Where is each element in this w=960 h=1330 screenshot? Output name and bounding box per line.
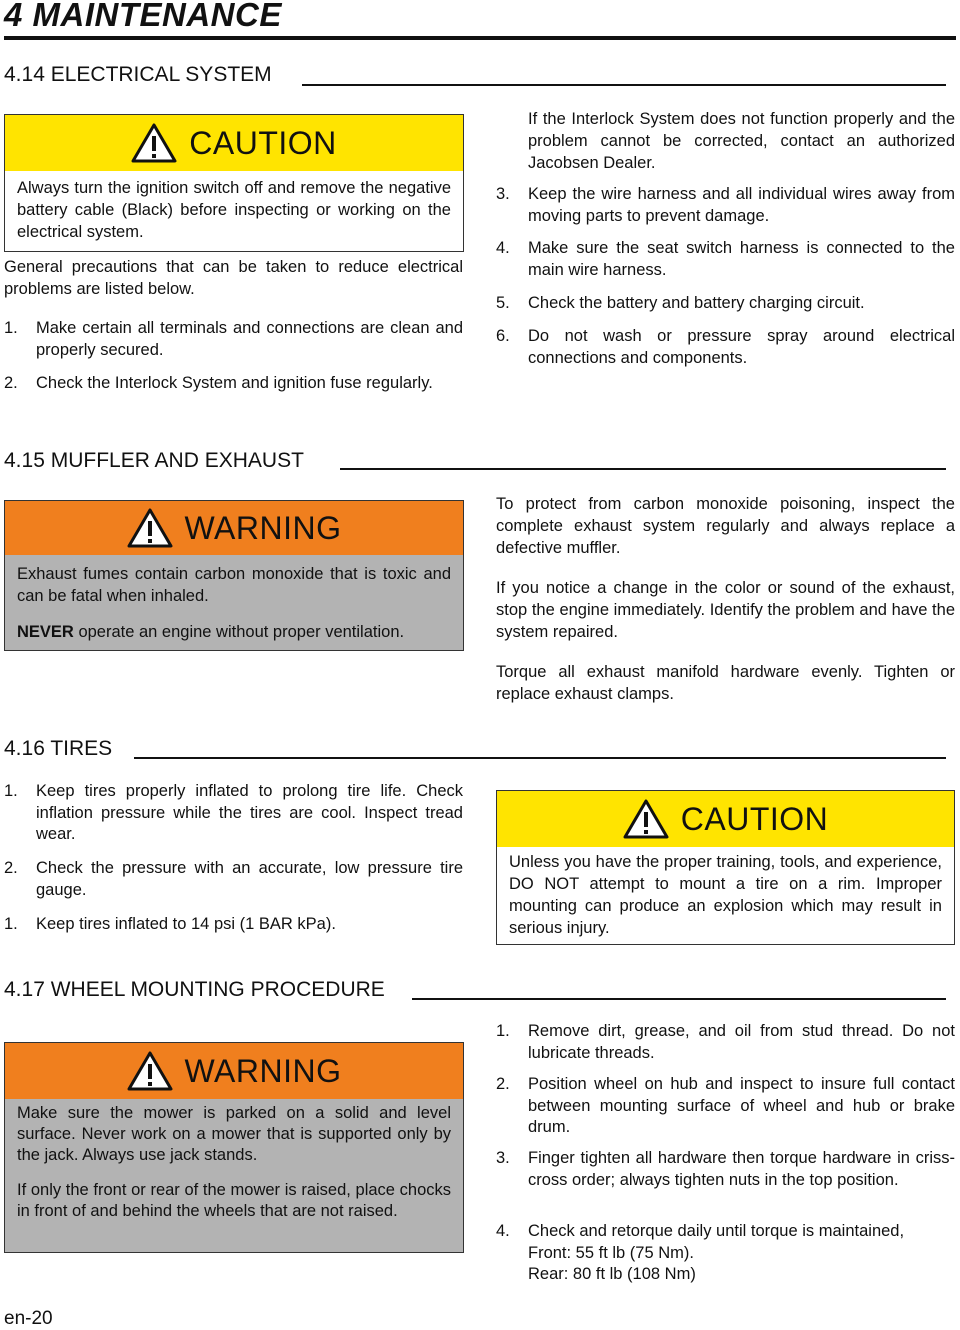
muffler-para-2: If you notice a change in the color or sound of the exhaust, stop the engine immediately. Identify the problem and have the system repaired. [496,579,955,641]
section-heading-tires: 4.16 TIRES [4,737,113,760]
muffler-para-3: Torque all exhaust manifold hardware evenly. Tighten or replace exhaust clamps. [496,663,955,703]
section-rule [412,998,946,1000]
section-heading-wheel: 4.17 WHEEL MOUNTING PROCEDURE [4,978,385,1001]
list-item: 1. Remove dirt, grease, and oil from stud thread. Do not lubricate threads. [496,1022,955,1062]
list-item: 1. Keep tires inflated to 14 psi (1 BAR kPa). [4,915,336,933]
torque-front: Front: 55 ft lb (75 Nm). [528,1243,694,1262]
warning-triangle-icon [131,123,177,163]
list-item: 2. Position wheel on hub and inspect to insure full contact between mounting surface of wheel and hub or brake drum. [496,1075,955,1136]
muffler-para-1: To protect from carbon monoxide poisoning, inspect the complete exhaust system regularly and always replace a defective muffler. [496,495,955,557]
warning-box-wheel [4,1042,464,1253]
list-item: 4. Make sure the seat switch harness is connected to the main wire harness. [496,239,955,279]
chapter-rule [4,36,956,40]
caution-label: CAUTION [680,800,829,837]
warning-text: Make sure the mower is parked on a solid and level surface. Never work on a mower that is supported only by the jack. Always use jack stands. If only the front or rear of the mower is raised, place chocks in front of and behind the wheels that are not raised. [17,1104,451,1220]
caution-text: Unless you have the proper training, tools, and experience, DO NOT attempt to mount a tire on a rim. Improper mounting can produce an explosion which may result in serious injury. [509,853,942,937]
warning-label: WARNING [184,1052,342,1089]
list-item: 3. Finger tighten all hardware then torque hardware in criss-cross order; always tighten nuts in the top position. [496,1149,955,1189]
list-item: 4. Check and retorque daily until torque is maintained, Front: 55 ft lb (75 Nm). Rear: 80 ft lb (108 Nm) [496,1222,905,1283]
list-item: 3. Keep the wire harness and all individual wires away from moving parts to prevent damage. [496,185,955,225]
section-heading-electrical: 4.14 ELECTRICAL SYSTEM [4,63,272,86]
caution-header [497,791,954,847]
warning-header [5,1043,463,1099]
caution-box-electrical [4,114,464,252]
caution-text: Always turn the ignition switch off and remove the negative battery cable (Black) before inspecting or working on the electrical system. [17,179,451,241]
list-item: 2. Check the pressure with an accurate, low pressure tire gauge. [4,859,463,899]
list-item: 2. Check the Interlock System and ignition fuse regularly. [4,374,433,392]
section-rule [134,757,946,759]
list-item: 1. Keep tires properly inflated to prolong tire life. Check inflation pressure while the tires are cool. Inspect tread wear. [4,782,463,843]
list-item: 1. Make certain all terminals and connections are clean and properly secured. [4,319,463,359]
warning-box-exhaust [4,500,464,651]
list-item: 6. Do not wash or pressure spray around electrical connections and components. [496,327,955,367]
warning-triangle-icon [127,508,173,548]
warning-header [5,501,463,555]
caution-box-tires [496,790,955,945]
never-emphasis: NEVER [17,623,74,641]
interlock-note: If the Interlock System does not function properly and the problem cannot be corrected, contact an authorized Jacobsen Dealer. [528,110,955,172]
caution-label: CAUTION [189,124,337,161]
torque-rear: Rear: 80 ft lb (108 Nm) [528,1265,696,1283]
warning-triangle-icon [127,1051,173,1091]
section-heading-muffler: 4.15 MUFFLER AND EXHAUST [4,449,304,472]
chapter-title: 4 MAINTENANCE [4,0,282,33]
section-rule [302,84,946,86]
section-rule [340,468,946,470]
warning-label: WARNING [184,509,342,546]
warning-triangle-icon [623,799,669,839]
page-number: en-20 [4,1308,53,1329]
caution-header [5,115,463,171]
electrical-intro: General precautions that can be taken to reduce electrical problems are listed below. [4,258,463,298]
warning-text: Exhaust fumes contain carbon monoxide that is toxic and can be fatal when inhaled. NEVER operate an engine without proper ventilation. [17,565,451,641]
list-item: 5. Check the battery and battery charging circuit. [496,294,865,312]
